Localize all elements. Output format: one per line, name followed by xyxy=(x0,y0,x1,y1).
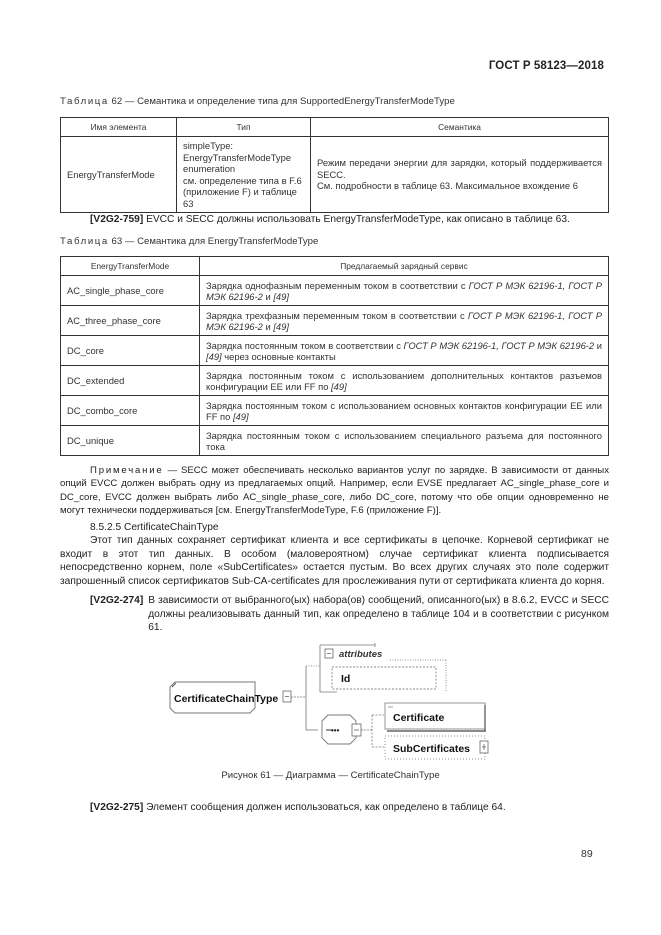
type-line: см. определение типа в F.6 xyxy=(183,174,302,186)
type-line: EnergyTransferModeType xyxy=(183,151,292,163)
table-row xyxy=(61,276,609,306)
table-62-header-row xyxy=(61,118,609,137)
table-63-header-row xyxy=(61,257,609,276)
service-cell xyxy=(200,276,609,306)
service-text: и xyxy=(262,290,274,302)
section-heading: 8.5.2.5 CertificateChainType xyxy=(90,522,219,533)
table-63-col-service: Предлагаемый зарядный сервис xyxy=(200,257,609,276)
table-row xyxy=(61,137,609,213)
table-63-col-mode: EnergyTransferMode xyxy=(61,257,200,276)
requirement-text: Элемент сообщения должен использоваться, как определено в таблице 64. xyxy=(143,802,506,813)
service-cell xyxy=(200,306,609,336)
sequence-compositor xyxy=(322,715,361,744)
table-62-col-type: Тип xyxy=(177,118,311,137)
table-62-caption xyxy=(60,96,455,107)
attribute-id-label: Id xyxy=(341,673,351,685)
service-text: и xyxy=(594,339,602,351)
semantics-line: Режим передачи энергии для зарядки, который поддерживается SECC. xyxy=(317,157,602,180)
note-paragraph xyxy=(60,464,609,517)
service-text: Зарядка постоянным током с использованием специального разъема для постоянного тока xyxy=(206,429,602,452)
table-62 xyxy=(60,117,609,213)
document-header-id: ГОСТ Р 58123—2018 xyxy=(488,60,604,72)
requirement-v2g2-275 xyxy=(90,801,620,815)
bib-ref: [49] xyxy=(331,380,347,392)
table-63-caption-prefix: Таблица xyxy=(60,236,109,247)
service-text: Зарядка постоянным током в соответствии с xyxy=(206,339,404,351)
table-row xyxy=(61,396,609,426)
table-62-col-semantics: Семантика xyxy=(311,118,609,137)
mode-cell: DC_unique xyxy=(61,426,200,456)
requirement-text: В зависимости от выбранного(ых) набора(ов) сообщений, описанного(ых) в 8.6.2, EVCC и SECC должны реализовывать данный тип, как определено в таблице 104 и в соответствии с рисунком 61. xyxy=(148,595,609,634)
mode-cell: DC_extended xyxy=(61,366,200,396)
table-62-caption-text: 62 — Семантика и определение типа для SupportedEnergyTransferModeType xyxy=(108,96,455,107)
table-63 xyxy=(60,256,609,456)
service-cell xyxy=(200,426,609,456)
table-63-caption-text: 63 — Семантика для EnergyTransferModeType xyxy=(108,236,319,247)
table-62-cell-semantics xyxy=(311,137,609,213)
table-row xyxy=(61,336,609,366)
service-text: и xyxy=(262,320,274,332)
certificate-chain-type-diagram xyxy=(160,635,520,765)
note-label: Примечание xyxy=(90,465,164,476)
attributes-label: attributes xyxy=(339,649,383,660)
certificate-label: Certificate xyxy=(393,712,445,724)
mode-cell: DC_core xyxy=(61,336,200,366)
standard-ref: ГОСТ Р МЭК 62196-1, ГОСТ Р МЭК 62196-2 xyxy=(403,339,595,351)
service-text: Зарядка однофазным переменным током в соответствии с xyxy=(206,279,469,291)
bib-ref: [49] xyxy=(273,290,289,302)
subcertificates-label: SubCertificates xyxy=(393,743,471,755)
standard-ref: ГОСТ Р МЭК 62196-1, ГОСТ Р МЭК 62196-2 xyxy=(206,309,602,332)
service-text: через основные контакты xyxy=(221,350,336,362)
mode-cell: AC_single_phase_core xyxy=(61,276,200,306)
table-62-caption-prefix: Таблица xyxy=(60,96,109,107)
type-line: simpleType: xyxy=(183,140,234,151)
table-62-cell-name: EnergyTransferMode xyxy=(61,137,177,213)
bib-ref: [49] xyxy=(273,320,289,332)
bib-ref: [49] xyxy=(206,350,222,362)
requirement-text: EVCC и SECC должны использовать EnergyTransferModeType, как описано в таблице 63. xyxy=(143,214,570,225)
standard-ref: ГОСТ Р МЭК 62196-1, ГОСТ Р МЭК 62196-2 xyxy=(206,279,602,302)
bib-ref: [49] xyxy=(232,410,249,422)
service-text: Зарядка постоянным током с использованием основных контактов конфигурации EE или FF по xyxy=(206,399,602,422)
mode-cell: AC_three_phase_core xyxy=(61,306,200,336)
mode-cell: DC_combo_core xyxy=(61,396,200,426)
page-number: 89 xyxy=(581,848,593,860)
table-row xyxy=(61,426,609,456)
table-row xyxy=(61,366,609,396)
section-body: Этот тип данных сохраняет сертификат клиента и все сертификаты в цепочке. Корневой сертификат не входит в этот тип данных. В особом (маловероятном) случае сертификат клиента подписывается непосредственно корнем, поле «SubCertificates» остается пустым. Во всех других случаях это поле содержит запрошенный список сертификатов Sub-CA-certificates для прослеживания пути от сертификата клиента до корня. xyxy=(60,535,609,587)
requirement-v2g2-274 xyxy=(90,594,609,635)
root-element-label: CertificateChainType xyxy=(174,693,279,705)
semantics-line: См. подробности в таблице 63. Максимальное вхождение 6 xyxy=(317,180,578,192)
table-62-cell-type xyxy=(177,137,311,213)
attributes-group xyxy=(320,643,446,692)
service-cell xyxy=(200,366,609,396)
service-text: Зарядка трехфазным переменным током в соответствии с xyxy=(206,309,468,321)
table-63-caption xyxy=(60,236,318,247)
table-row xyxy=(61,306,609,336)
figure-61-caption: Рисунок 61 — Диаграмма — CertificateChainType xyxy=(221,770,440,781)
requirement-id: [V2G2-275] xyxy=(90,802,144,813)
service-cell xyxy=(200,396,609,426)
service-text: Зарядка постоянным током с использованием дополнительных контактов разъемов конфигурации EE или FF по xyxy=(206,369,602,392)
table-62-col-name: Имя элемента xyxy=(61,118,177,137)
root-element-node xyxy=(170,682,291,713)
service-cell xyxy=(200,336,609,366)
requirement-id: [V2G2-759] xyxy=(90,214,144,225)
type-line: (приложение F) и таблице 63 xyxy=(183,186,297,209)
requirement-v2g2-759 xyxy=(90,213,620,227)
note-text: — SECC может обеспечивать несколько вариантов услуг по зарядке. В зависимости от данных опций EVCC должен выбрать одну из предлагаемых опций. Например, если EVSE предлагает AC_single_phase_core и DC_core, EVCC должен выбрать либо AC_single_phase_core, либо DC_core, потому что обе опции одновременно не могут технически поддерживаться [см. EnergyTransferModeType, F.6 (приложение F)]. xyxy=(60,465,609,516)
requirement-id: [V2G2-274] xyxy=(90,595,144,606)
certificate-element-node xyxy=(385,703,486,731)
sequence-icon: ••• xyxy=(331,726,340,735)
type-line: enumeration xyxy=(183,163,236,174)
subcertificates-element-node xyxy=(385,736,488,759)
